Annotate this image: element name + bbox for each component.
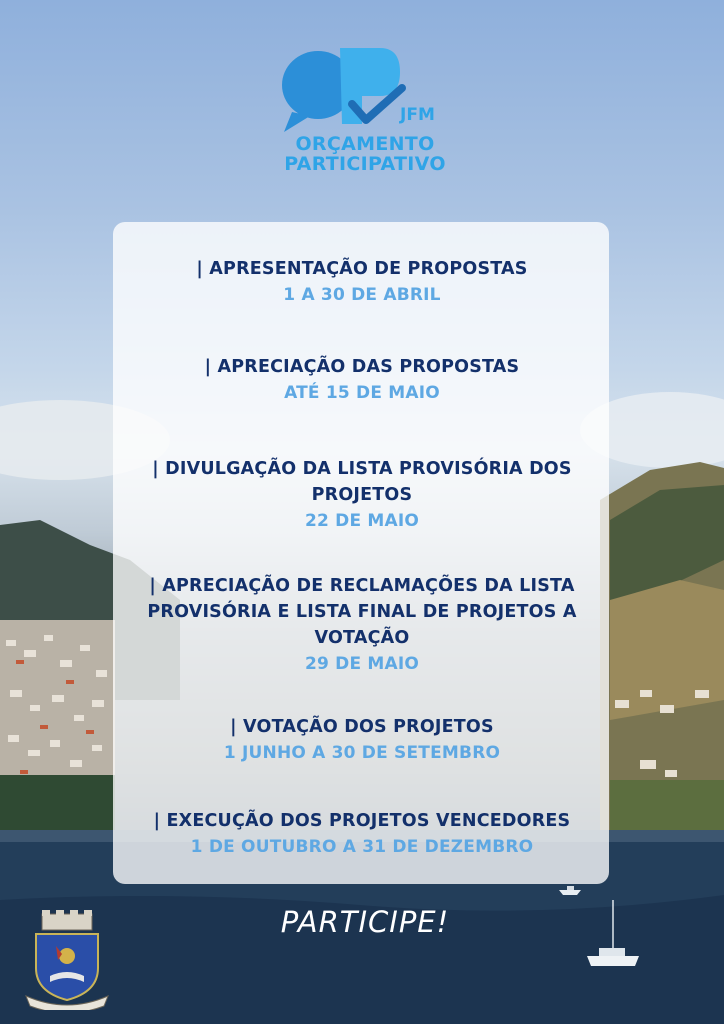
step-title: PROVISÓRIA E LISTA FINAL DE PROJETOS A [147,602,577,622]
timeline-step [0,256,724,308]
logo-title-line2: PARTICIPATIVO [284,153,446,175]
step-date: 1 A 30 DE ABRIL [283,285,441,305]
timeline-step [0,456,724,534]
step-date: 1 DE OUTUBRO A 31 DE DEZEMBRO [190,837,534,857]
step-title: PROJETOS [311,485,413,505]
timeline-step [0,714,724,766]
step-date: 29 DE MAIO [304,654,420,674]
step-title: | APRECIAÇÃO DE RECLAMAÇÕES DA LISTA [149,576,575,596]
timeline-step [0,808,724,860]
step-date: 22 DE MAIO [304,511,420,531]
logo-jfm-text: JFM [400,105,435,125]
step-title: | VOTAÇÃO DOS PROJETOS [230,717,494,737]
step-title: | DIVULGAÇÃO DA LISTA PROVISÓRIA DOS [152,459,572,479]
participe-call-to-action: PARTICIPE! [280,905,450,939]
step-title: VOTAÇÃO [314,628,410,648]
timeline-step [0,573,724,677]
step-title: | APRECIAÇÃO DAS PROPOSTAS [204,357,520,377]
step-date: ATÉ 15 DE MAIO [284,383,440,403]
timeline-panel [113,222,609,884]
logo-title-line1: ORÇAMENTO [295,133,435,155]
timeline-step [0,354,724,406]
catamaran-icon [585,900,641,972]
step-date: 1 JUNHO A 30 DE SETEMBRO [223,743,501,763]
step-title: | APRESENTAÇÃO DE PROPOSTAS [196,259,528,279]
coat-of-arms-icon [20,910,114,1010]
step-title: | EXECUÇÃO DOS PROJETOS VENCEDORES [153,811,571,831]
